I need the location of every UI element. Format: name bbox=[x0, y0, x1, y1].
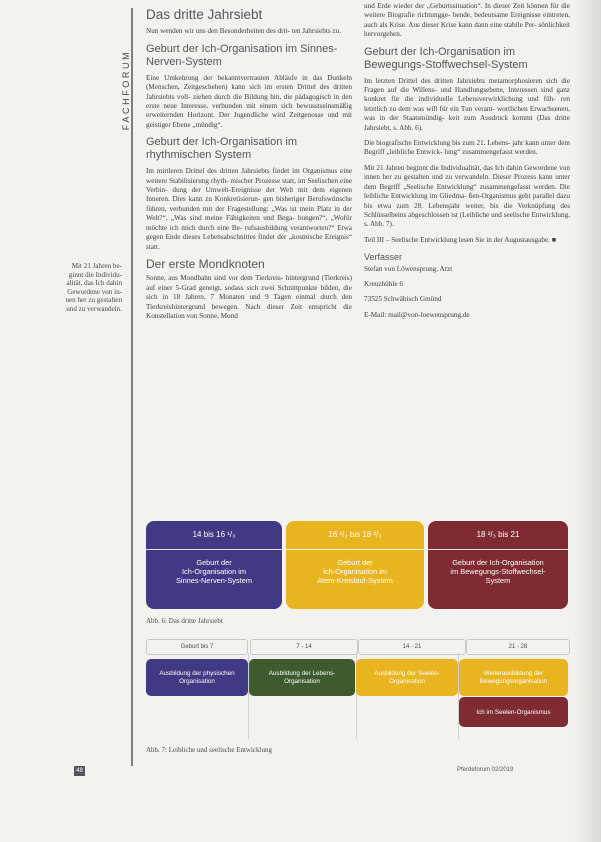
phase-label bbox=[286, 550, 424, 586]
bar-label-line: Ausbildung der physischen bbox=[159, 669, 235, 677]
period-label: 21 - 28 bbox=[466, 639, 570, 655]
text-column-right bbox=[364, 2, 570, 326]
page-fold-shade bbox=[573, 0, 601, 842]
pull-quote-line: Mit 21 Jahren be- bbox=[71, 262, 122, 270]
phase-block-bewegung bbox=[428, 521, 568, 609]
heading-bewegung: Geburt der Ich-Organisation im Bewegungs-Stoffwechsel-System bbox=[364, 45, 528, 71]
section-label: FACHFORUM bbox=[121, 49, 131, 131]
phase-age: 14 bis 16 ¹/₃ bbox=[146, 521, 282, 550]
development-bar bbox=[356, 659, 458, 696]
phase-label-line: Ich-Organisation im bbox=[322, 567, 388, 577]
phase-block-sinnes bbox=[146, 521, 282, 609]
phase-label-line: System bbox=[485, 576, 511, 586]
bar-label-line: Bewegungsorganisation bbox=[479, 677, 548, 685]
heading-rhythmisch: Geburt der Ich-Organisation im rhythmischen System bbox=[146, 136, 298, 162]
phase-label bbox=[146, 550, 282, 586]
author-line: Stefan von Löwensprung, Arzt bbox=[364, 264, 453, 273]
bar-label-line: Ausbildung der Lebens- bbox=[268, 669, 336, 677]
figure6-caption: Abb. 6: Das dritte Jahrsiebt bbox=[146, 617, 223, 625]
bar-label-line: Organisation bbox=[179, 677, 215, 685]
pull-quote bbox=[30, 262, 122, 314]
series-note: Teil III – Seelische Entwicklung lesen Sie in der Augustausgabe. ■ bbox=[364, 235, 557, 244]
phase-age: 16 ¹/₃ bis 18 ²/₃ bbox=[286, 521, 424, 550]
phase-block-atem bbox=[286, 521, 424, 609]
pull-quote-line: ginnt die Individu- bbox=[68, 270, 122, 279]
bar-label-line: Organisation bbox=[389, 677, 425, 685]
phase-label-line: Ich-Organisation im bbox=[181, 567, 247, 577]
paragraph-biografisch: Die biografische Entwicklung bis zum 21. Lebens- jahr kann unter dem Begriff „leibliche Entwick- lung“ zusammengefasst werden. bbox=[364, 139, 570, 157]
author-heading: Verfasser bbox=[364, 252, 403, 263]
development-bar-ich: Ich im Seelen-Organismus bbox=[459, 697, 568, 727]
phase-label-line: im Bewegungs-Stoffwechsel- bbox=[450, 567, 546, 577]
heading-mondknoten: Der erste Mondknoten bbox=[146, 256, 265, 271]
period-label: 14 - 21 bbox=[358, 639, 466, 655]
section-divider bbox=[131, 8, 133, 766]
heading-sinnes: Geburt der Ich-Organisation im Sinnes-Nerven-System bbox=[146, 42, 338, 68]
period-label: 7 - 14 bbox=[250, 639, 358, 655]
figure-drittes-jahrsiebt bbox=[146, 521, 568, 609]
paragraph-continued: und Erde wieder der „Geburtssituation“. In dieser Zeit können für die weitere Biografie richtungge- bende, bedeutsame Ereignisse eintreten, auch als Krise. Aus dieser Krise kann dann eine stabile Per- sönlichkeit hervorgehen. bbox=[364, 2, 570, 39]
paragraph-rhythmisch: Im mittleren Drittel des dritten Jahrsiebts findet im Organismus eine weitere Stabilisierung rhyth- mischer Prozesse statt, im Seelischen eine Verbin- dung der Umwelt-Ereignisse der Welt mit dem eigenen Inneren. Dies kann zu Konkretisierun- gen bisheriger Berufswünsche führen, verbunden mit der Fragestellung: „Was ist mein Platz in der Welt?“, „Was sind meine Fähigkeiten und Bega- bungen?“, „Wofür möchte ich mich durch eine Be- rufsausbildung verantworten?“ Etwa gegen Ende dieses Lebensabschnittes findet der „kosmische Ereignis“ statt. bbox=[146, 167, 352, 251]
phase-label bbox=[428, 550, 568, 586]
development-bar bbox=[459, 659, 568, 696]
bar-label-line: Weiterausbildung der bbox=[483, 669, 544, 677]
pull-quote-line: Gewordene von in- bbox=[67, 287, 122, 296]
phase-label-line: Geburt der bbox=[337, 558, 373, 567]
article-title: Das dritte Jahrsiebt bbox=[146, 7, 263, 22]
paragraph-21-jahre: Mit 21 Jahren beginnt die Individualität, das Ich dahin Gewordene von innen her zu gestalten und zu verwandeln. Dieser Prozess kann unter dem Begriff „Seelische Entwicklung“ zusammengefasst werden. Die leibliche Entwicklung im Gliedma- ßen-Organismus geht parallel dazu bis etwa zum 28. Lebensjahr weiter, bis die Verknüpfung des Schlüsselbeins abgeschlossen ist (Leibliche und seelische Entwicklung, s. Abb. 7). bbox=[364, 163, 570, 229]
text-column-left bbox=[146, 7, 352, 327]
phase-age: 18 ²/₃ bis 21 bbox=[428, 521, 568, 550]
author-line: 73525 Schwäbisch Gmünd bbox=[364, 295, 442, 304]
period-label: Geburt bis 7 bbox=[146, 639, 248, 655]
phase-label-line: Sinnes-Nerven-System bbox=[176, 576, 252, 586]
pull-quote-line: alität, das Ich dahin bbox=[66, 279, 122, 288]
phase-label-line: Geburt der Ich-Organisation bbox=[452, 558, 544, 567]
figure7-caption: Abb. 7: Leibliche und seelische Entwicklung bbox=[146, 746, 272, 754]
paragraph-bewegung: Im letzten Drittel des dritten Jahrsiebts metamorphosieren sich die Fragen auf die Willens- und Handlungsebene, Interessen sind ganz konkret für die individuelle Lebensverwirklichung und füh- ren letztlich zu dem was will für ein Tun verant- wortlichen Erwachsenen, was in der Staatsmündig- keit zum Ausdruck kommt (Das dritte Jahrsiebt, s. Abb. 6). bbox=[364, 76, 570, 132]
phase-label-line: Geburt der bbox=[196, 558, 232, 567]
author-line: Kreuzhühle 6 bbox=[364, 279, 403, 288]
paragraph-mondknoten: Sonne, aus Mondbahn sind vor dem Tierkreis- hintergrund (Tierkreis) auf einer 5-Grad geneigt, sodass sich zwei Schnittpunkte bilden, die sich in 18 Jahren, 7 Monaten und 9 Tagen einmal durch den Tierkreishintergrund bewegen. Nach dieser Zeit entspricht die Konstellation von Sonne, Mond bbox=[146, 274, 352, 320]
paragraph-sinnes: Eine Umkehrung der bekanntvertrauten Abläufe in das Dunkeln (Menschen, Zeitgeschehen) kann sich im ersten Drittel des dritten Jahrsiebts voll- ziehen durch die Bildung hin, die pädagogisch in den erste neue Interesse, verbunden mit einem sich bewusstseinsmäßig erweiternden Horizont. Der Jugendliche wird Zeitgenosse und mit geistiger Ebene „mündig“. bbox=[146, 73, 352, 129]
author-email[interactable]: E-Mail: mail@von-loewensprung.de bbox=[364, 310, 470, 319]
page-footer: Pferdeforum 02/2019 bbox=[457, 767, 514, 773]
bar-label-line: Organisation bbox=[284, 677, 320, 685]
figure-leibliche-seelische-entwicklung bbox=[146, 639, 568, 739]
development-bar bbox=[146, 659, 248, 696]
pull-quote-line: nen her zu gestalten bbox=[65, 296, 122, 305]
pull-quote-line: und zu verwandeln. bbox=[66, 304, 122, 313]
development-bar bbox=[249, 659, 355, 696]
phase-label-line: Atem-Kreislauf-System bbox=[317, 576, 393, 586]
intro-paragraph: Nun wenden wir uns den Besonderheiten des drit- ten Jahrsiebts zu. bbox=[146, 27, 342, 36]
page-number: 48 bbox=[74, 766, 85, 776]
bar-label-line: Ausbildung der Seelen- bbox=[374, 669, 440, 677]
